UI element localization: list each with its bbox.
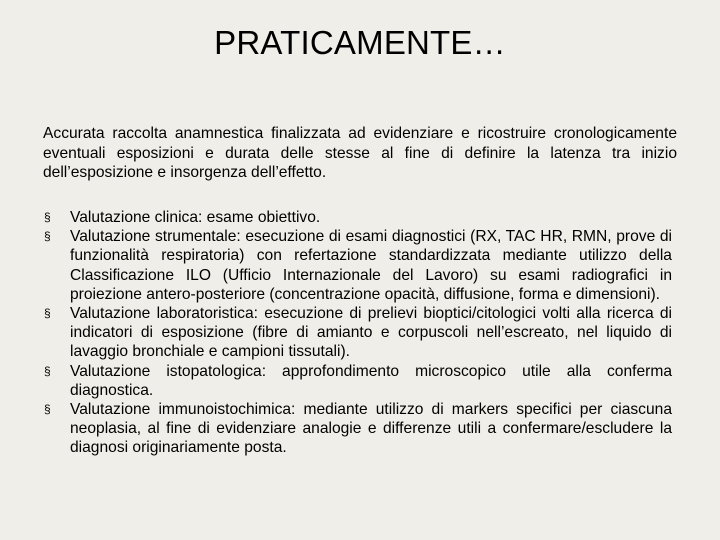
bullet-text: esame obiettivo. <box>202 209 321 226</box>
bullet-item <box>43 208 672 227</box>
bullet-marker-icon: § <box>44 402 51 417</box>
bullet-marker-icon: § <box>44 229 51 244</box>
bullet-heading: Valutazione immunoistochimica: <box>70 401 296 419</box>
bullet-marker-icon: § <box>44 210 51 224</box>
bullet-marker-icon: § <box>44 306 51 321</box>
bullet-heading: Valutazione laboratoristica: <box>70 305 258 323</box>
bullet-text: mediante utilizzo di markers specifici per ciascuna neoplasia, al fine di evidenziare analogie e differenze utili a confermare/escludere la diagnosi originariamente posta. <box>70 401 672 457</box>
bullet-heading: Valutazione clinica: <box>70 209 203 226</box>
bullet-marker-icon: § <box>44 363 51 378</box>
bullet-item <box>43 227 672 304</box>
bullet-text: esecuzione di prelievi bioptici/citologici volti alla ricerca di indicatori di esposizione (fibre di amianto e corpuscoli nell’escreato, nel liquido di lavaggio bronchiale e campioni tissutali). <box>70 305 672 361</box>
slide-title: PRATICAMENTE… <box>214 24 506 61</box>
bullet-item <box>43 304 672 362</box>
intro-paragraph: Accurata raccolta anamnestica finalizzata ad evidenziare e ricostruire cronologicamente eventuali esposizioni e durata delle stesse al fine di definire la latenza tra inizio dell’esposizione e insorgenza dell’effetto. <box>43 125 677 181</box>
bullet-item <box>43 400 672 458</box>
bullet-item <box>43 362 672 400</box>
bullet-heading: Valutazione strumentale: <box>70 228 241 246</box>
bullet-heading: Valutazione istopatologica: <box>70 362 267 380</box>
bullet-text: approfondimento microscopico utile alla conferma diagnostica. <box>70 362 672 399</box>
bullet-list <box>43 208 672 458</box>
bullet-text: esecuzione di esami diagnostici (RX, TAC HR, RMN, prove di funzionalità respiratoria) con refertazione standardizzata mediante utilizzo della Classificazione ILO (Ufficio Internazionale del Lavoro) su esami radiografici in proiezione antero-posteriore (concentrazione opacità, diffusione, forma e dimensioni). <box>70 228 672 303</box>
